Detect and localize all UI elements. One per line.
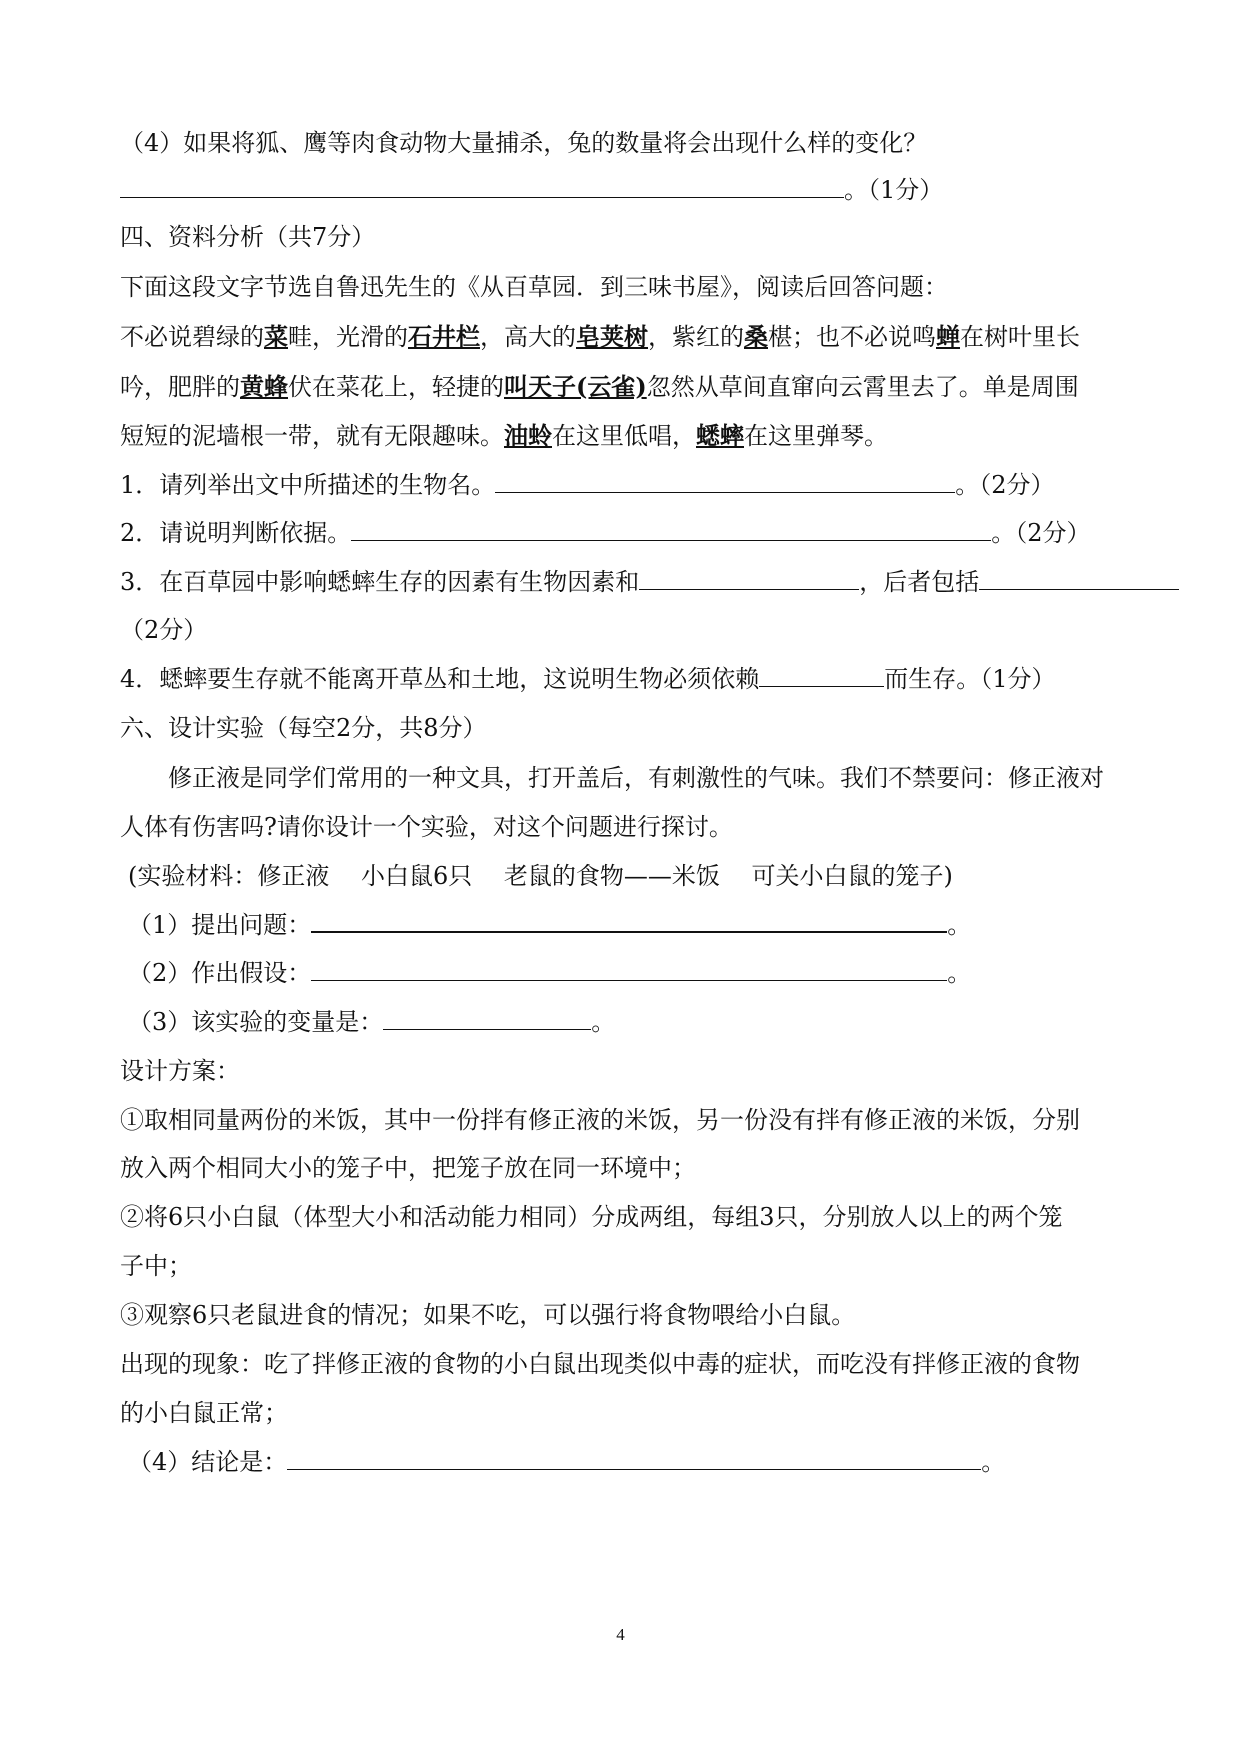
answer-blank[interactable] — [383, 1007, 591, 1030]
plan-step-3 — [120, 1295, 855, 1335]
passage-text: 在树叶里长 — [960, 323, 1080, 351]
passage-text: 伏在菜花上，轻捷的 — [288, 373, 504, 401]
heading-text: 六、设计实验（每空2分，共8分） — [120, 714, 487, 742]
passage-text: 吟，肥胖的 — [120, 373, 240, 401]
question-text: （4）如果将狐、鹰等肉食动物大量捕杀，兔的数量将会出现什么样的变化？ — [120, 129, 928, 157]
question-text: 1．请列举出文中所描述的生物名。 — [120, 471, 496, 499]
heading-text: 设计方案： — [120, 1057, 240, 1085]
phenomenon-text: 出现的现象：吃了拌修正液的食物的小白鼠出现类似中毒的症状，而吃没有拌修正液的食物 — [120, 1350, 1080, 1378]
end-mark: 。 — [947, 959, 972, 987]
plan-step-2-line-1 — [120, 1197, 1063, 1237]
question-text: 4．蟋蟀要生存就不能离开草丛和土地，这说明生物必须依赖 — [120, 665, 760, 693]
passage-line-3 — [120, 416, 888, 456]
organism-name: 石井栏 — [408, 322, 480, 351]
score-label: 。（2分） — [991, 519, 1091, 547]
section-6-heading — [120, 708, 487, 748]
answer-blank[interactable] — [351, 518, 991, 541]
question-text: 3．在百草园中影响蟋蟀生存的因素有生物因素和 — [120, 568, 640, 596]
heading-text: 四、资料分析（共7分） — [120, 223, 376, 251]
organism-name: 菜 — [264, 322, 288, 351]
design-plan-heading — [120, 1051, 240, 1091]
section-6-question-2 — [128, 953, 971, 993]
plan-text: 放入两个相同大小的笼子中，把笼子放在同一环境中； — [120, 1154, 696, 1182]
question-text: 2．请说明判断依据。 — [120, 519, 352, 547]
answer-blank[interactable] — [639, 567, 859, 590]
phenomenon-text: 的小白鼠正常； — [120, 1399, 288, 1427]
section-6-paragraph-line-2 — [120, 807, 733, 847]
section-4-question-4 — [120, 659, 1056, 699]
passage-text: 椹；也不必说鸣 — [768, 323, 936, 351]
phenomenon-line-2 — [120, 1393, 288, 1433]
end-mark: 。 — [591, 1008, 616, 1036]
organism-name: 皂荚树 — [576, 322, 648, 351]
score-label: （2分） — [120, 616, 208, 644]
question-text: （2）作出假设： — [128, 959, 312, 987]
section-4-question-3 — [120, 562, 1179, 602]
section-6-question-1 — [128, 905, 971, 945]
organism-name: 叫天子(云雀) — [504, 372, 647, 401]
score-label: 。（1分） — [844, 176, 944, 204]
paragraph-text: 人体有伤害吗?请你设计一个实验，对这个问题进行探讨。 — [120, 813, 733, 841]
organism-name: 蝉 — [936, 322, 960, 351]
score-label: 。（2分） — [955, 471, 1055, 499]
plan-text: ③观察6只老鼠进食的情况；如果不吃，可以强行将食物喂给小白鼠。 — [120, 1301, 856, 1329]
plan-step-1-line-2 — [120, 1148, 696, 1188]
phenomenon-line-1 — [120, 1344, 1080, 1384]
passage-text: 不必说碧绿的 — [120, 323, 264, 351]
answer-blank[interactable] — [979, 567, 1179, 590]
answer-blank[interactable] — [287, 1447, 981, 1470]
answer-blank[interactable] — [759, 664, 884, 687]
passage-text: 在这里低唱， — [552, 422, 696, 450]
paragraph-text: 修正液是同学们常用的一种文具，打开盖后，有刺激性的气味。我们不禁要问：修正液对 — [168, 764, 1104, 792]
organism-name: 桑 — [744, 322, 768, 351]
question-4-text — [120, 123, 927, 163]
plan-text: ②将6只小白鼠（体型大小和活动能力相同）分成两组，每组3只，分别放人以上的两个笼 — [120, 1203, 1063, 1231]
materials-text: (实验材料：修正液 小白鼠6只 老鼠的食物——米饭 可关小白鼠的笼子) — [128, 862, 953, 890]
answer-blank[interactable] — [311, 909, 947, 933]
plan-text: ①取相同量两份的米饭，其中一份拌有修正液的米饭，另一份没有拌有修正液的米饭，分别 — [120, 1106, 1080, 1134]
section-6-question-3 — [128, 1002, 615, 1042]
section-4-heading — [120, 217, 375, 257]
answer-blank[interactable] — [495, 470, 955, 493]
answer-blank[interactable] — [311, 958, 947, 981]
section-6-question-4 — [128, 1442, 1005, 1482]
question-text: ，后者包括 — [859, 568, 980, 596]
passage-text: ，高大的 — [480, 323, 576, 351]
passage-line-1 — [120, 317, 1080, 357]
question-text: （4）结论是： — [128, 1448, 288, 1476]
experiment-materials — [128, 856, 953, 896]
question-text: （1）提出问题： — [128, 911, 312, 939]
plan-step-2-line-2 — [120, 1246, 192, 1286]
plan-step-1-line-1 — [120, 1100, 1080, 1140]
passage-text: ，紫红的 — [648, 323, 744, 351]
section-4-question-1 — [120, 465, 1055, 505]
plan-text: 子中； — [120, 1252, 192, 1280]
question-4-answer-line — [120, 170, 943, 210]
passage-line-2 — [120, 367, 1079, 407]
section-4-question-3-score — [120, 610, 207, 650]
end-mark: 。 — [947, 911, 972, 939]
passage-text: 在这里弹琴。 — [744, 422, 888, 450]
question-text: （3）该实验的变量是： — [128, 1008, 384, 1036]
end-mark: 。 — [981, 1448, 1006, 1476]
organism-name: 油蛉 — [504, 421, 552, 450]
section-4-intro — [120, 267, 948, 307]
intro-text: 下面这段文字节选自鲁迅先生的《从百草园．到三味书屋》，阅读后回答问题： — [120, 273, 948, 301]
section-6-paragraph-line-1 — [168, 758, 1104, 798]
passage-text: 忽然从草间直窜向云霄里去了。单是周围 — [646, 373, 1079, 401]
answer-blank[interactable] — [120, 175, 844, 198]
section-4-question-2 — [120, 513, 1091, 553]
organism-name: 蟋蟀 — [696, 421, 744, 450]
question-text: 而生存。（1分） — [884, 665, 1056, 693]
passage-text: 畦，光滑的 — [288, 323, 408, 351]
passage-text: 短短的泥墙根一带，就有无限趣味。 — [120, 422, 504, 450]
organism-name: 黄蜂 — [240, 372, 288, 401]
page-number: 4 — [616, 1625, 625, 1644]
